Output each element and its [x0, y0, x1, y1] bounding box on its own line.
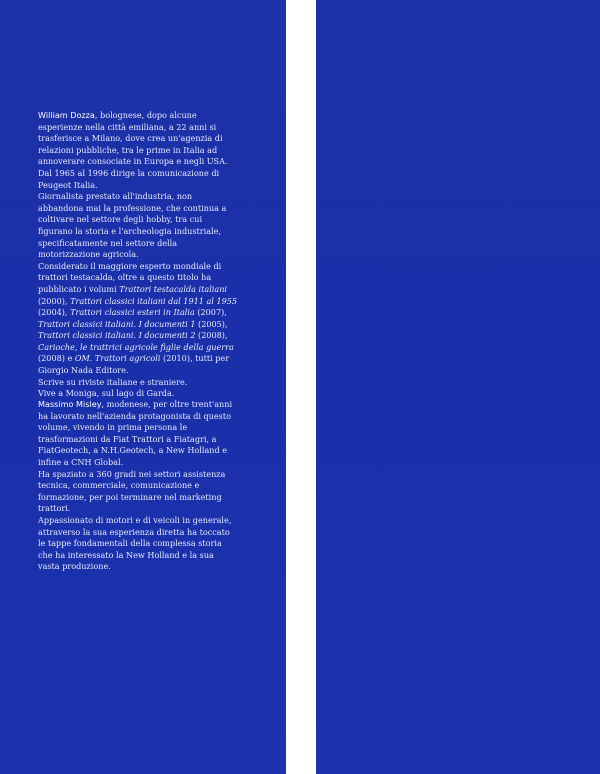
- bio-paragraph: [38, 399, 238, 469]
- cover-left-panel: [0, 0, 286, 774]
- bio-text: (2000),: [38, 295, 71, 306]
- bio-paragraph: [38, 261, 238, 377]
- bio-paragraph: [38, 110, 238, 191]
- book-title: Trattori classici italiani. I documenti 1: [38, 318, 196, 329]
- bio-text: (2008) e: [38, 353, 75, 364]
- bio-text: , modenese, per oltre trent'anni ha lavorato nell'azienda protagonista di questo volume, vivendo in prima persona le trasformazioni da Fiat Trattori a Fiatagri, a FiatGeotech, a N.H.Geotech, a New Holland e infine a CNH Global.: [38, 399, 233, 467]
- bio-text: (2007),: [194, 307, 227, 318]
- author-bio-misley: [38, 399, 238, 573]
- bio-text: (2005),: [195, 318, 228, 329]
- author-name: Massimo Misley: [38, 399, 102, 409]
- book-title: Trattori classici italiani. I documenti 2: [38, 330, 196, 341]
- book-title: Trattori classici esteri in Italia: [70, 307, 195, 318]
- bio-paragraph: Scrive su riviste italiane e straniere.: [38, 376, 188, 387]
- author-name: William Dozza: [38, 110, 95, 120]
- bio-text: (2004),: [38, 307, 71, 318]
- bio-text: (2008),: [195, 330, 228, 341]
- bio-paragraph: Vive a Moniga, sul lago di Garda.: [38, 388, 175, 399]
- book-title: OM. Trattori agricoli: [74, 353, 161, 364]
- cover-right-panel: [316, 0, 600, 774]
- bio-text: (2010), tutti per Giorgio Nada Editore.: [38, 353, 230, 376]
- bio-paragraph: Appassionato di motori e di veicoli in generale, attraverso la sua esperienza diretta ha toccato le tappe fondamentali della complessa storia che ha interessato la New Holland e la sua vasta produzione.: [38, 514, 232, 572]
- bio-paragraph: Ha spaziato a 360 gradi nei settori assistenza tecnica, commerciale, comunicazione e formazione, per poi terminare nel marketing trattori.: [38, 468, 226, 514]
- book-title: Trattori testacalda italiani: [119, 283, 228, 294]
- book-title: Trattori classici italiani dal 1911 al 1955: [70, 295, 238, 306]
- author-bio-dozza: [38, 110, 238, 400]
- book-title: Carioche, le trattrici agricole figlie della guerra: [38, 341, 234, 352]
- bio-text: Considerato il maggiore esperto mondiale di trattori testacalda, oltre a questo titolo ha pubblicato i volumi: [38, 260, 222, 294]
- bio-paragraph: Giornalista prestato all'industria, non abbandona mai la professione, che continua a coltivare nel settore degli hobby, tra cui figurano la storia e l'archeologia industriale, specificatamente nel settore della motorizzazione agricola.: [38, 191, 227, 260]
- bio-text: , bolognese, dopo alcune esperienze nella città emiliana, a 22 anni si trasferisce a Milano, dove crea un'agenzia di relazioni pubbliche, tra le prime in Italia ad annoverare consociate in Europa e negli USA. Dal 1965 al 1996 dirige la comunicazione di Peugeot Italia.: [38, 110, 228, 190]
